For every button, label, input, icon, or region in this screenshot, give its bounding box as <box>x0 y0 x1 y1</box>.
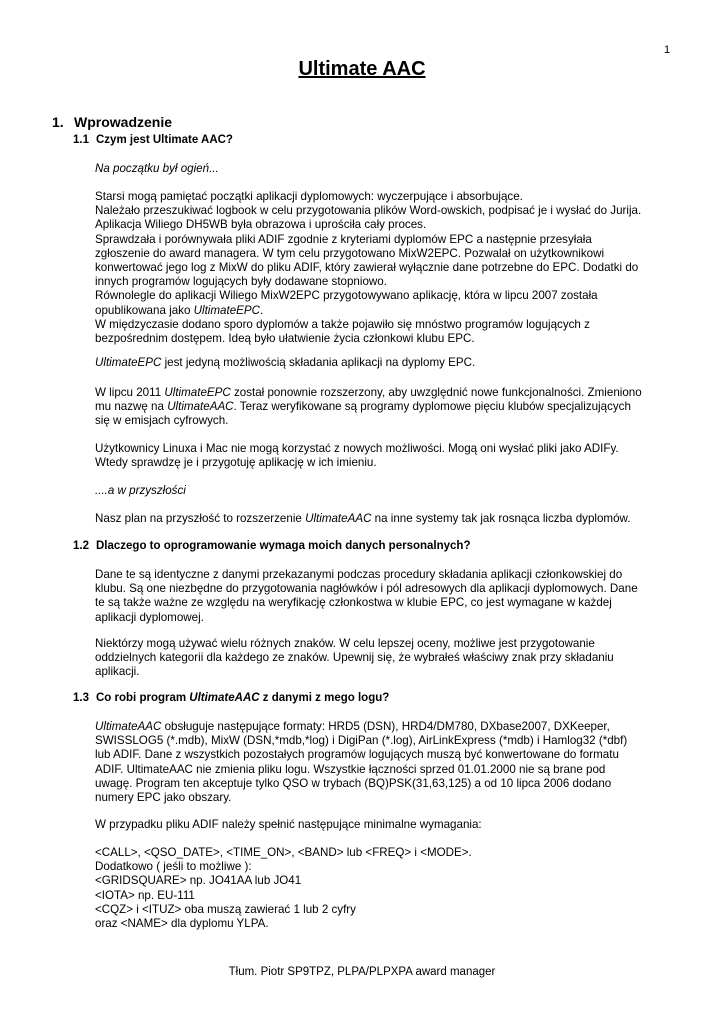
subsection-heading-1-3 <box>73 692 389 704</box>
subsection-title: Dlaczego to oprogramowanie wymaga moich danych personalnych? <box>96 540 471 552</box>
text-line: Aplikacja Wiliego DH5WB była obrazowa i uprościła cały proces. <box>95 218 427 232</box>
expansion-paragraph <box>95 386 680 429</box>
page-number: 1 <box>664 44 671 56</box>
text-line: Równolegle do aplikacji Wiliego MixW2EPC przygotowywano aplikację, która w lipcu 2007 została <box>95 289 598 303</box>
intro-line: Na początku był ogień... <box>95 162 219 175</box>
text-line: ....a w przyszłości <box>95 484 186 497</box>
text-line: <CALL>, <QSO_DATE>, <TIME_ON>, <BAND> lub <FREQ> i <MODE>. <box>95 846 472 859</box>
text-line: oddzielnych kategorii dla każdego ze znaków. Upewnij się, że wybrałeś właściwy znak przy składaniu <box>95 651 614 665</box>
subsection-number: 1.3 <box>73 692 89 704</box>
formats-paragraph <box>95 720 680 805</box>
text-line: opublikowana jako UltimateEPC. <box>95 303 264 317</box>
text-line: Starsi mogą pamiętać początki aplikacji dyplomowych: wyczerpujące i absorbujące. <box>95 190 523 203</box>
document-title: Ultimate AAC <box>298 58 426 80</box>
text-line: konwertować jego log z MixW do pliku ADIF, który zawierał wyłącznie dane potrzebne do EPC. Dodatki do <box>95 261 639 275</box>
subsection-heading-1-2 <box>73 540 470 552</box>
ultimateepc-paragraph <box>95 356 680 370</box>
text-line: Dane te są identyczne z danymi przekazanymi podczas procedury składania aplikacji członkowskiej do <box>95 568 623 581</box>
subsection-heading-1-1 <box>73 134 233 146</box>
text-line: Użytkownicy Linuxa i Mac nie mogą korzystać z nowych możliwości. Mogą oni wysłać pliki jako ADIFy. <box>95 442 619 455</box>
future-paragraph <box>95 512 680 526</box>
subsection-title: Co robi program UltimateAAC z danymi z mego logu? <box>96 692 390 704</box>
subsection-title: Czym jest Ultimate AAC? <box>96 134 233 146</box>
subsection-number: 1.2 <box>73 540 89 552</box>
text-line: UltimateAAC obsługuje następujące formaty: HRD5 (DSN), HRD4/DM780, DXbase2007, DXKeeper, <box>95 720 610 733</box>
text-line: W międzyczasie dodano sporo dyplomów a także pojawiło się mnóstwo programów logujących z <box>95 317 590 331</box>
text-line: klubu. Są one niezbędne do przygotowania nagłówków i pól adresowych dla aplikacji dyplomowych. Dane <box>95 582 638 596</box>
section-number: 1. <box>52 114 64 130</box>
text-line: <CQZ> i <ITUZ> oba muszą zawierać 1 lub 2 cyfry <box>95 902 356 916</box>
text-line: UltimateEPC jest jedyną możliwością składania aplikacji na dyplomy EPC. <box>95 356 476 369</box>
text-line: innych programów logujących były dodawane stopniowo. <box>95 275 387 289</box>
text-line: Należało przeszukiwać logbook w celu przygotowania plików Word-owskich, podpisać je i wysłać do Jurija. <box>95 204 642 218</box>
text-line: W lipcu 2011 UltimateEPC został ponownie rozszerzony, aby uwzględnić nowe funkcjonalności. Zmieniono <box>95 386 642 399</box>
text-line: te są także ważne ze względu na weryfikację członkostwa w klubie EPC, co jest wymagane w każdej <box>95 596 612 610</box>
text-line: numery EPC jako obszary. <box>95 791 232 805</box>
text-line: Dodatkowo ( jeśli to możliwe ): <box>95 860 252 874</box>
text-line: lub ADIF. Dane z wszystkich pozostałych programów logujących muszą być konwertowane do formatu <box>95 748 619 762</box>
text-line: W przypadku pliku ADIF należy spełnić następujące minimalne wymagania: <box>95 818 482 831</box>
future-heading <box>95 484 680 498</box>
text-line: zgłoszenie do award managera. W tym celu przygotowano MixW2EPC. Pozwalał on użytkownikowi <box>95 246 605 260</box>
text-line: Sprawdzała i porównywała pliki ADIF zgodnie z kryteriami dyplomów EPC a następnie przesyłała <box>95 232 592 246</box>
subsection-number: 1.1 <box>73 134 89 146</box>
text-line: aplikacji dyplomowej. <box>95 610 204 624</box>
adif-requirements-intro <box>95 818 680 832</box>
text-line: <IOTA> np. EU-111 <box>95 888 195 902</box>
text-line: <GRIDSQUARE> np. JO41AA lub JO41 <box>95 874 302 888</box>
text-line: mu nazwę na UltimateAAC. Teraz weryfikowane są programy dyplomowe pięciu klubów specjalizujących <box>95 400 631 414</box>
text-line: bezpośrednim dostępem. Ideą było ułatwienie życia członkowi klubu EPC. <box>95 332 475 346</box>
text-line: aplikacji. <box>95 665 140 679</box>
section-title: Wprowadzenie <box>74 114 173 130</box>
linux-mac-paragraph <box>95 442 680 470</box>
text-line: oraz <NAME> dla dyplomu YLPA. <box>95 917 269 931</box>
text-line: Nasz plan na przyszłość to rozszerzenie UltimateAAC na inne systemy tak jak rosnąca liczba dyplomów. <box>95 512 631 525</box>
callsigns-paragraph <box>95 637 680 680</box>
intro-paragraph <box>95 162 680 176</box>
adif-requirements-list <box>95 846 680 931</box>
personal-data-paragraph <box>95 568 680 625</box>
text-line: Niektórzy mogą używać wielu różnych znaków. W celu lepszej oceny, możliwe jest przygotowanie <box>95 637 595 650</box>
section-heading-1 <box>52 114 172 130</box>
history-paragraph <box>95 190 680 346</box>
text-line: uwagę. Program ten akceptuje tylko QSO w trybach (BQ)PSK(31,63,125) a od 10 lipca 2006 dodano <box>95 776 612 790</box>
text-line: SWISSLOG5 (*.mdb), MixW (DSN,*mdb,*log) i DigiPan (*.log), AirLinkExpress (*mdb) i Hamlog32 (*dbf) <box>95 734 628 748</box>
text-line: się w emisjach cyfrowych. <box>95 414 229 428</box>
text-line: ADIF. UltimateAAC nie zmienia pliku logu. Wszystkie łączności sprzed 01.01.2000 nie są brane pod <box>95 762 606 776</box>
text-line: Wtedy sprawdzę je i przygotuję aplikację w ich imieniu. <box>95 456 377 470</box>
page-footer: Tłum. Piotr SP9TPZ, PLPA/PLPXPA award manager <box>228 966 496 978</box>
